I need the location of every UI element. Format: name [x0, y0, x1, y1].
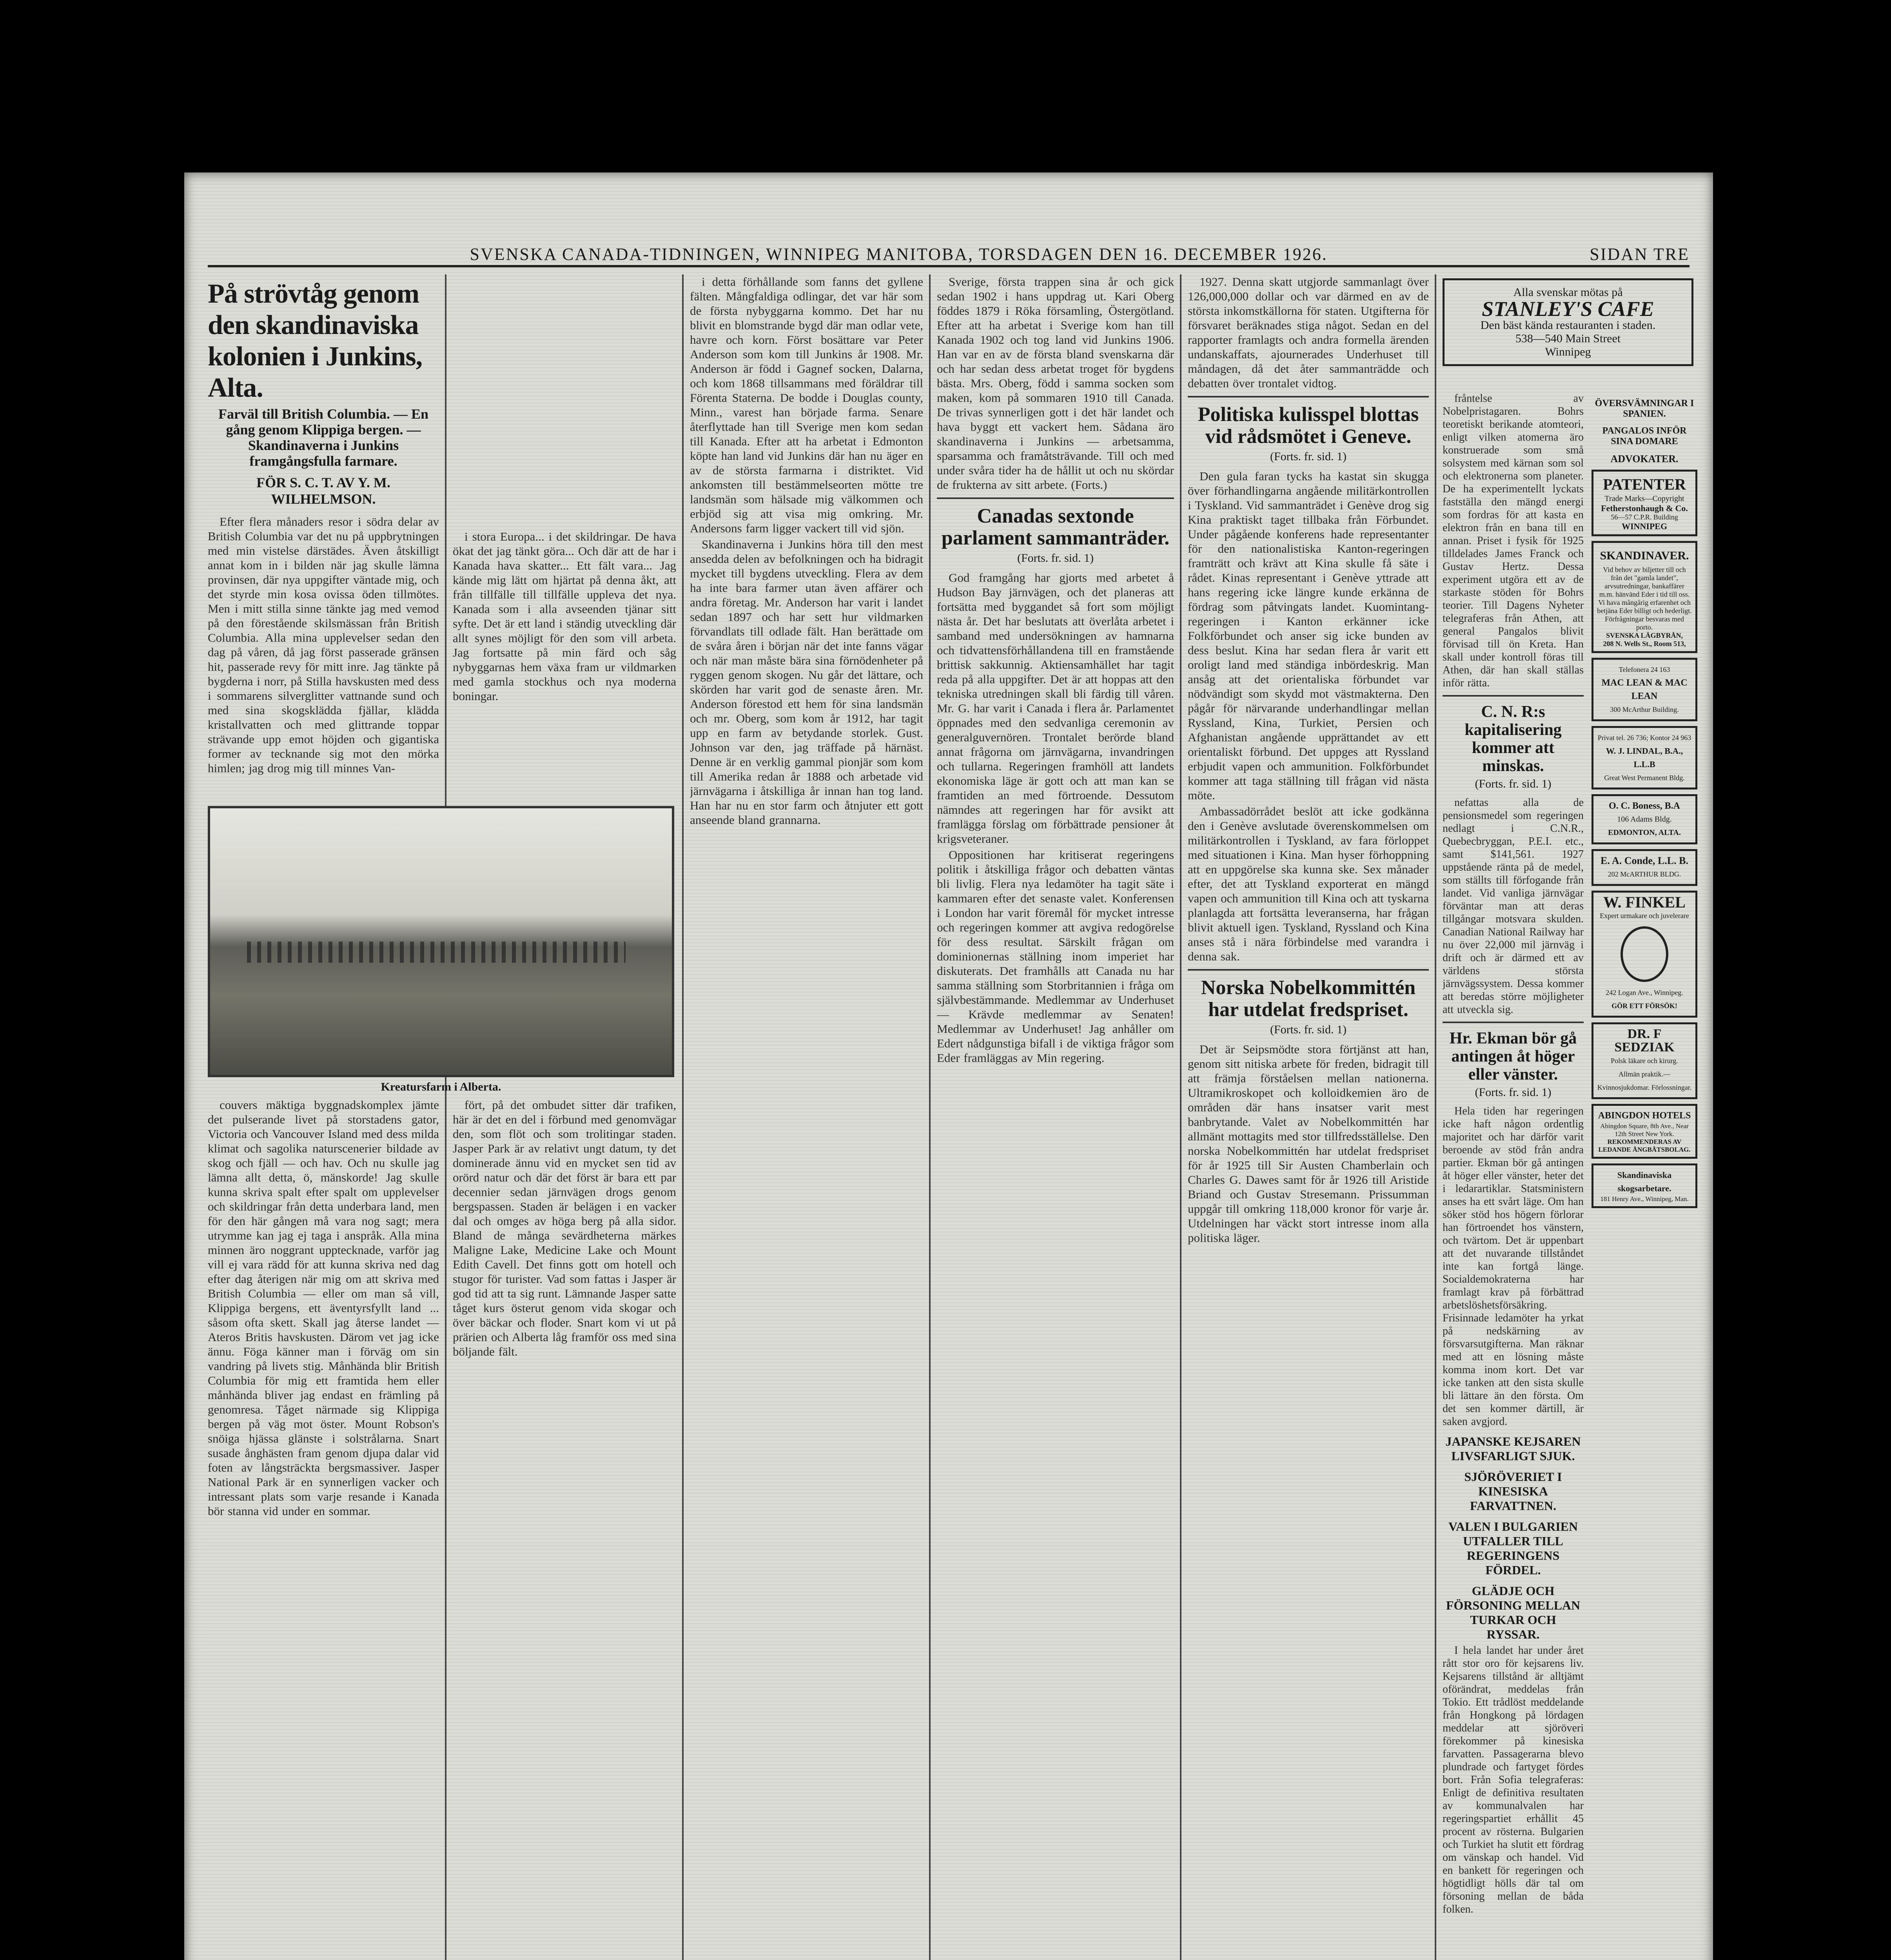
headline-cnr: C. N. R:s kapitalisering kommer att minskas.	[1465, 703, 1562, 775]
finkel-name: W. FINKEL	[1603, 893, 1686, 911]
lead-headline: På strövtåg genom den skandinaviska kolonien i Junkins, Alta.	[208, 279, 423, 403]
paragraph: i stora Europa... i det skildringar. De hava ökat det jag tänkt göra... Och där att de har i Kanada hava skatter... Ett fält vara... Jag kände mig lätt om hjärtat på denna åkt, att från tillfälle till tillfälle uppleva det nya. Kanada som i alla avseenden tjänar sitt syfte. Det är ett land i ständig utveckling där allt synes möjligt för den som vill arbeta. Jag fortsatte på min färd och såg nybyggarnas hem växa fram ur vildmarken med gamla stockhus och nya moderna boningar.	[453, 530, 676, 703]
finkel-ad	[1592, 891, 1697, 1018]
patenter-city: WINNIPEG	[1621, 521, 1668, 531]
skandinaver-text: Vid behov av biljetter till och från det "gamla landet", arvsutredningar, bankaffärer m.m. hänvänd Eder i tid till oss. Vi hava mångårig erfarenhet och betjäna Eder billigt och hederligt. Förfrågningar besvaras med porto.	[1597, 566, 1692, 631]
paragraph: Oppositionen har kritiserat regeringens politik i åtskilliga frågor och debatten väntas bli livlig. Flera nya ledamöter ha tagit säte i kammaren efter det senaste valet. Konferensen i London har varit föremål för mycket intresse och regeringen kommer att avgiva redogörelse för dess resultat. Särskilt frågan om dominionernas ställning inom imperiet har diskuterats. Det framhålls att Canada nu har samma ställning som Storbritannien i fråga om självbestämmande. Medlemmar av Underhuset — Krävde medlemmar av Senaten! Medlemmar av Underhuset! Jag anhåller om Edert nådgunstiga bifall i de viktiga frågor som Eder framläggas av Min regering.	[937, 848, 1174, 1065]
column-rule	[682, 274, 684, 1960]
divider	[937, 497, 1174, 499]
paragraph: fråntelse av Nobelpristagaren. Bohrs teoretiskt berikande atomteori, enligt vilken atomerna äro konstruerade som små solsystem med kärnan som sol och elektronerna som planeter. De ha experimentellt lyckats fastställa den mängd energi som fordras för att kasta en elektron från en bana till en annan. Priset i fysik för 1925 tilldelades James Franck och Gustav Hertz. Dessa experiment utgöra ett av de starkaste stöden för Bohrs teorier. Till Dagens Nyheter telegraferas från Athen, att general Pangalos blivit förvisad till ön Kreta. Han skall under kontroll föras till Athen, där han skall ställas inför rätta.	[1443, 392, 1584, 689]
page-number: SIDAN TRE	[1590, 244, 1690, 264]
column-2-upper	[453, 274, 676, 792]
conde-ad	[1592, 849, 1697, 886]
skandinaver-addr: 208 N. Wells St., Room 513,	[1603, 640, 1686, 648]
headline-politiska-kulisspel: Politiska kulisspel blottas vid rådsmötet i Geneve.	[1198, 403, 1419, 448]
paragraph: Den gula faran tycks ha kastat sin skugga över förhandlingarna angående militärkontrollen i Tyskland. Vid sammanträdet i Genève drog sig Kina praktiskt taget tillbaka från Förbundet. Under pågående konferens hade representanter för den nationalistiska Kanton-regeringen framträtt och krävt att Kina skulle få säte i rådet. Kinas representant i Genève yttrade att hans regering icke längre kunde erkänna de fördrag som påtvingats landet. Kuomintang-regeringen i Kanton erkänner icke Folkförbundet och anser sig icke bunden av dess beslut. Kina har sedan flera år varit ett oroligt land med ständiga inbördeskrig. Man ansåg att det orientaliska förbundet var nödvändigt som skydd mot västmakterna. Den pågår för närvarande underhandlingar mellan Ryssland, Kina, Turkiet, Persien och Afghanistan angående upprättandet av ett orientaliskt förbund. Det uppges att Ryssland erbjudit vapen och ammunition. Folkförbundet kommer att taga ställning till frågan vid nästa möte.	[1188, 469, 1429, 802]
paragraph: Ambassadörrådet beslöt att icke godkänna den i Genève avslutade överenskommelsen om militärkontrollen i Tyskland, av fara förloppet med situationen i Kina. Man hyser förhoppning att en uppgörelse ska kunna ske. Sex månader efter, det att Tyskland exporterat en mängd vapen och ammunition till Kina och att tyskarna planlagda att fortsätta leveranserna, har frågan blivit aktuell igen. Tyskland, Ryssland och Kina anses stå i nära förbindelse med varandra i denna sak.	[1188, 804, 1429, 963]
continued-note: (Forts. fr. sid. 1)	[1475, 777, 1552, 790]
column-7-ads	[1592, 392, 1697, 1960]
column-3	[690, 274, 923, 1960]
paragraph: Det är Seipsmödte stora förtjänst att han, genom sitt nitiska arbete för freden, bidragit till att främja förståelsen mellan nationerna. Ultramikroskopet och kolloidkemien äro de områden där hans insatser varit mest banbrytande. Valet av Nobelkommittén har allmänt mottagits med stor tillfredsställelse. Den norska Nobelkommittén har utdelat fredspriset för år 1925 till Sir Austen Chamberlain och Charles G. Dawes samt för år 1926 till Aristide Briand och Gustav Stresemann. Prissumman uppgår till omkring 118,000 kronor för varje år. Utdelningen har väckt stort intresse inom alla politiska läger.	[1188, 1042, 1429, 1245]
divider	[1188, 969, 1429, 971]
head-gladje: GLÄDJE OCH FÖRSONING MELLAN TURKAR OCH RYSSAR.	[1446, 1584, 1581, 1641]
column-rule	[1180, 274, 1181, 1960]
patenter-firm: Fetherstonhaugh & Co.	[1601, 503, 1688, 513]
lead-body-1	[208, 514, 439, 775]
cattle-herd	[247, 942, 626, 963]
continued-note: (Forts. fr. sid. 1)	[1270, 450, 1347, 463]
lindal-tel: Privat tel. 26 736; Kontor 24 963	[1597, 734, 1691, 742]
conde-name: E. A. Conde, L.L. B.	[1601, 855, 1688, 866]
finkel-addr: 242 Logan Ave., Winnipeg.	[1606, 989, 1683, 996]
lindal-ad	[1592, 726, 1697, 789]
divider	[1443, 695, 1584, 697]
head-japanske: JAPANSKE KEJSAREN LIVSFARLIGT SJUK.	[1445, 1434, 1581, 1463]
abingdon-name: ABINGDON HOTELS	[1598, 1111, 1691, 1121]
skogsarbetare-addr: 181 Henry Ave., Winnipeg, Man.	[1600, 1195, 1689, 1203]
skandinaver-title: SKANDINAVER.	[1600, 549, 1689, 562]
conde-addr: 202 McARTHUR BLDG.	[1608, 870, 1681, 878]
newspaper-page	[184, 172, 1713, 1960]
column-4	[937, 274, 1174, 1960]
stanley-line: Den bäst kända restauranten i staden.	[1480, 319, 1656, 332]
skogsarbetare-title: Skandinaviska skogsarbetare.	[1617, 1170, 1672, 1193]
finkel-tag: GÖR ETT FÖRSÖK!	[1612, 1002, 1677, 1010]
masthead-title: SVENSKA CANADA-TIDNINGEN, WINNIPEG MANITOBA, TORSDAGEN DEN 16. DECEMBER 1926.	[470, 244, 1328, 264]
stanley-cafe-ad	[1443, 278, 1693, 366]
head-valen: VALEN I BULGARIEN UTFALLER TILL REGERINGENS FÖRDEL.	[1448, 1519, 1578, 1577]
head-pangalos: PANGALOS INFÖR SINA DOMARE	[1602, 426, 1687, 446]
paragraph: Efter flera månaders resor i södra delar av British Columbia var det nu på uppbrytningen med min vistelse därstädes. Även åtskilligt annat kom in i bilden när jag skulle lämna provinsen, där nya uppgifter väntade mig, och det styrde min kosa ovissa öden tillmötes. Men i mitt stilla sinne tänkte jag med vemod på den förestående skilsmässan från British Columbia. Alla mina upplevelser sedan den dag på våren, då jag först passerade gränsen hit, passerade revy för mitt inre. Jag tänkte på bygderna i norr, på Stilla havskusten med dess i sommarens silverglitter vattnande sund och med sina skogsklädda fjällar, klädda kristallvatten och med glittrande toppar strävande upp emot höjden och gigantiska former av tecknande sig mot den mörka himlen; jag drog mig till minnes Van-	[208, 515, 439, 775]
maclean-tel: Telefonera 24 163	[1619, 666, 1670, 673]
paragraph: Skandinaverna i Junkins höra till den mest ansedda delen av befolkningen och ha bidragit mycket till bygdens utveckling. Flera av dem ha inte bara farmer utan även affärer och andra företag. Mr. Anderson har varit i landet sedan 1897 och har sett hur vildmarken förvandlats till odlade fält. Han berättade om de svåra åren i början när det inte fanns vägar och när man måste bära sina förnödenheter på ryggen genom skogen. Nu går det lättare, och skörden har varit god de senaste åren. Mr. Anderson förestod ett hem för sina landsmän och mr. Oberg, som kom år 1912, har tagit upp en farm av betydande storlek. Gust. Johnson var den, jag träffade på härnäst. Denne är en verklig gammal pionjär som kom till Amerika redan år 1888 och arbetade vid järnvägarna i åtskilliga år innan han tog land. Han har nu en stor farm och åtnjuter ett gott anseende bland grannarna.	[690, 537, 923, 827]
lead-byline: FÖR S. C. T. AV Y. M. WILHELMSON.	[256, 475, 390, 507]
head-advokater: ADVOKATER.	[1610, 453, 1679, 465]
column-6	[1443, 392, 1584, 1960]
stanley-top: Alla svenskar mötas på	[1513, 286, 1623, 299]
boness-name: O. C. Boness, B.A	[1608, 801, 1680, 811]
column-rule	[929, 274, 931, 1960]
skogsarbetare-ad	[1592, 1163, 1697, 1208]
patenter-title: PATENTER	[1603, 475, 1686, 493]
masthead	[208, 243, 1690, 267]
continued-note: (Forts. fr. sid. 1)	[1475, 1086, 1552, 1099]
column-1-lower	[208, 1098, 439, 1960]
stanley-name: STANLEY'S CAFE	[1482, 297, 1654, 321]
abingdon-addr: Abingdon Square, 8th Ave., Near 12th Street New York.	[1600, 1122, 1689, 1138]
skandinaver-firm: SVENSKA LÄGBYRÅN,	[1606, 632, 1683, 639]
sedziak-line: Allmän praktik.—Kvinnosjukdomar. Förlossningar.	[1597, 1070, 1692, 1091]
patenter-line3: 56—57 C.P.R. Building	[1611, 513, 1678, 521]
maclean-name: MAC LEAN & MAC LEAN	[1601, 678, 1688, 701]
patenter-ad	[1592, 470, 1697, 536]
maclean-ad	[1592, 658, 1697, 721]
headline-norska-nobelkommitten: Norska Nobelkommittén har utdelat fredspriset.	[1201, 976, 1416, 1021]
column-rule	[1435, 274, 1436, 1960]
headline-canada-parlament: Canadas sextonde parlament sammanträder.	[941, 505, 1170, 549]
column-5	[1188, 274, 1429, 1960]
paragraph: Hela tiden har regeringen icke haft någon ordentlig majoritet och har därför varit beroende av stöd från andra partier. Ekman bör gå antingen åt höger eller vänster, heter det i ledarartiklar. Statsministern anses ha ett svårt läge. Om han söker stöd hos högern förlorar han förtroendet hos vänstern, och tvärtom. Det är uppenbart att det nuvarande tillståndet inte kan fortgå länge. Socialdemokraterna har framlagt krav på förbättrad arbetslöshetsförsäkring. Frisinnade ledamöter ha yrkat på nedskärning av försvarsutgifterna. Man räknar med att en lösning måste komma inom kort. Det var icke tanken att den sista skulle bli lättare än den första. Om det sen kommer därtill, är saken avgjord.	[1443, 1105, 1584, 1428]
photo-caption: Kreatursfarm i Alberta.	[381, 1080, 501, 1093]
divider	[1443, 1022, 1584, 1023]
paragraph: i detta förhållande som fanns det gyllene fälten. Mångfaldiga odlingar, det var här som de första nybyggarna kommo. Det har nu blivit en blomstrande bygd där man odlar vete, havre och korn. Först bosättare var Peter Anderson som kom till Junkins år 1908. Mr. Anderson är född i Gagnef socken, Dalarna, och kom 1868 tillsammans med föräldrar till Förenta Staterna. De bodde i Douglas county, Minn., varest han började farma. Senare återflyttade han till Sverige men kom sedan till Kanada. Efter att ha arbetat i Edmonton köpte han land vid Junkins där han nu äger en av de största farmarna i distriktet. Vid ankomsten till bestämmelseorten mötte tre landsmän som hälsade mig välkommen och erbjöd sig att visa mig omkring. Mr. Andersons farm ligger vackert till vid sjön.	[690, 275, 923, 535]
sedziak-title: Polsk läkare och kirurg.	[1611, 1057, 1678, 1065]
boness-addr: 106 Adams Bldg.	[1617, 815, 1672, 824]
lead-deck: Farväl till British Columbia. — En gång genom Klippiga bergen. — Skandinaverna i Junkins framgångsfulla farmare.	[218, 406, 429, 469]
sedziak-ad	[1592, 1022, 1697, 1099]
finkel-title: Expert urmakare och juvelerare	[1600, 912, 1689, 920]
stanley-city: Winnipeg	[1545, 345, 1591, 358]
sedziak-name: DR. F SEDZIAK	[1614, 1027, 1675, 1054]
lindal-name: W. J. LINDAL, B.A., L.L.B	[1606, 746, 1683, 769]
cattle-farm-photo	[208, 806, 674, 1077]
headline-ekman: Hr. Ekman bör gå antingen åt höger eller vänster.	[1449, 1029, 1577, 1083]
paragraph: God framgång har gjorts med arbetet å Hudson Bay järnvägen, och det planeras att fortsätta med byggandet så fort som möjligt nästa år. Det har beslutats att överlåta arbetet i samband med undersökningen av hamnarna och tidvattensförhållandena till en framstående brittisk sakkunnig. Aktiensamhället har tagit reda på alla uppgifter. Det är att hoppas att den tekniska utredningen skall bli färdig till våren. Mr. G. har varit i Canada i flera år. Parlamentet öppnades med den sedvanliga ceremonin av generalguvernören. Trontalet berörde bland annat frågorna om järnvägarna, invandringen och tullarna. Regeringen framhöll att landets ekonomiska läge är gott och att man kan se framtiden an med förtroende. Dessutom nämndes att regeringen har för avsikt att framlägga förslag om förbättrade pensioner åt krigsveteraner.	[937, 571, 1174, 846]
column-2-lower	[453, 1098, 676, 1960]
boness-ad	[1592, 794, 1697, 844]
boness-city: EDMONTON, ALTA.	[1608, 828, 1681, 837]
continued-note: (Forts. fr. sid. 1)	[1270, 1023, 1347, 1036]
paragraph: Sverige, första trappen sina år och gick sedan 1902 i hans uppdrag ut. Kari Oberg föddes 1879 i Röka församling, Östergötland. Efter att ha arbetat i Sverige kom han till Kanada 1902 och tog land vid Junkins 1906. Han var en av de första bland svenskarna där och har sedan dess arbetat troget för bygdens bästa. Mrs. Oberg, född i samma socken som maken, kom på sommaren 1910 till Canada. De trivas synnerligen gott i det här landet och hava byggt ett vackert hem. Sådana äro skandinaverna i Junkins — arbetsamma, sparsamma och framåtsträvande. Till och med under svåra tider ha de hållit ut och nu skördar de frukterna av sitt arbete. (Forts.)	[937, 275, 1174, 492]
continued-note: (Forts. fr. sid. 1)	[1017, 552, 1094, 564]
patenter-line1: Trade Marks—Copyright	[1604, 494, 1684, 503]
head-sjoroveriet: SJÖRÖVERIET I KINESISKA FARVATTNEN.	[1464, 1470, 1562, 1513]
stanley-addr: 538—540 Main Street	[1515, 332, 1621, 345]
skandinaver-ad	[1592, 541, 1697, 653]
paragraph: nefattas alla de pensionsmedel som regeringen nedlagt i C.N.R., Quebecbryggan, P.E.I. etc., samt $141,561. 1927 uppstående ränta på de medel, som ställts till förfogande från landet. Vid vanliga järnvägar förväntar man att deras tillgångar motsvara skulden. Canadian National Railway har nu över 22,000 mil järnväg i drift och är därmed ett av världens största järnvägssystem. Dessa kommer att beredas större möjligheter att utveckla sig.	[1443, 797, 1584, 1016]
lindal-addr: Great West Permanent Bldg.	[1604, 774, 1685, 782]
paragraph: fört, på det ombudet sitter där trafiken, här är det en del i förbund med genomvägar den, som flöt och som trolitingar staden. Jasper Park är av relativt ungt datum, ty det dominerade ännu vid en mycket sen tid av orörd natur och där det först är bara ett par decennier sedan järnvägen drogs genom bergspassen. Staden är belägen i en vacker dal och omges av höga berg på alla sidor. Bland de många sevärdheterna märkes Maligne Lake, Medicine Lake och Mount Edith Cavell. Det finns gott om hotell och stugor för turister. Vad som fattas i Jasper är god tid att ta sig runt. Lämnande Jasper satte tåget kurs österut genom vida skogar och över bäckar och floder. Snart kom vi ut på prärien och Alberta låg framför oss med sina böljande fält.	[453, 1098, 676, 1358]
pocket-watch-icon	[1621, 926, 1668, 982]
divider	[1188, 396, 1429, 397]
paragraph: 1927. Denna skatt utgjorde sammanlagt över 126,000,000 dollar och var därmed en av de största inkomstkällorna för staten. Utgifterna för försvaret beräknades stiga något. Sedan en del rapporter framlagts och andra formella ärenden undanskaffats, ajournerades Underhuset till måndagen, då det åter sammanträdde och debatten över trontalet vidtog.	[1188, 275, 1429, 390]
abingdon-ad	[1592, 1104, 1697, 1159]
head-oversvamningar: ÖVERSVÄMNINGAR I SPANIEN.	[1595, 398, 1694, 419]
abingdon-line: REKOMMENDERAS AV LEDANDE ÅNGBÅTSBOLAG.	[1598, 1138, 1691, 1153]
photo-block	[208, 800, 674, 1100]
paragraph: I hela landet har under året rått stor oro för kejsarens liv. Kejsarens tillstånd är alltjämt oförändrat, meddelas från Tokio. Ett trådlöst meddelande från Hongkong på lördagen meddelar att sjöröveri förekommer på kinesiska farvatten. Passagerarna blevo plundrade och fartyget fördes bort. Från Sofia telegraferas: Enligt de definitiva resultaten av kommunalvalen har regeringspartiet erhållit 45 procent av rösterna. Bulgarien och Turkiet ha slutit ett fördrag om vänskap och handel. Vid en bankett för regeringen och högtidligt hölls där tal om försoning mellan de båda folken.	[1443, 1644, 1584, 1915]
maclean-addr: 300 McArthur Building.	[1610, 706, 1679, 713]
paragraph: couvers mäktiga byggnadskomplex jämte det pulserande livet på storstadens gator, Victoria och Vancouver Island med dess milda klimat och sagolika naturscenerier bildade av skog och fjäll — och hav. Och nu skulle jag lämna allt detta, ö, mänskorde! Jag skulle kunna skriva spalt efter spalt om upplevelser och skildringar från detta underbara land, men för den här gången må vara nog sagt; mera utrymme kan jag ej taga i anspråk. Alla mina minnen äro noggrant upptecknade, varför jag vill ej vara rädd för att kunna skriva ned dag efter dag återigen när mig om att skriva med British Columbia — eller om man så vill, Klippiga bergens, ett äventyrsfyllt land ... såsom ofta skett. Skall jag återse landet — Ateros Britis havskusten. Därom vet jag icke ännu. Föga känner man i förväg om sin vandring på livets stig. Månhända blir British Columbia för mig ett framtida hem eller månhända bliver jag endast en främling på genomresa. Tåget närmade sig Klippiga bergen på väg mot öster. Mount Robson's snöiga hjässa glänste i solstrålarna. Snart susade ånghästen fram genom djupa dalar vid foten av långsträckta bergsmassiver. Jasper National Park är en synnerligen vacker och intressant plats som varje resande i Kanada bör stanna vid under en sommar.	[208, 1098, 439, 1518]
